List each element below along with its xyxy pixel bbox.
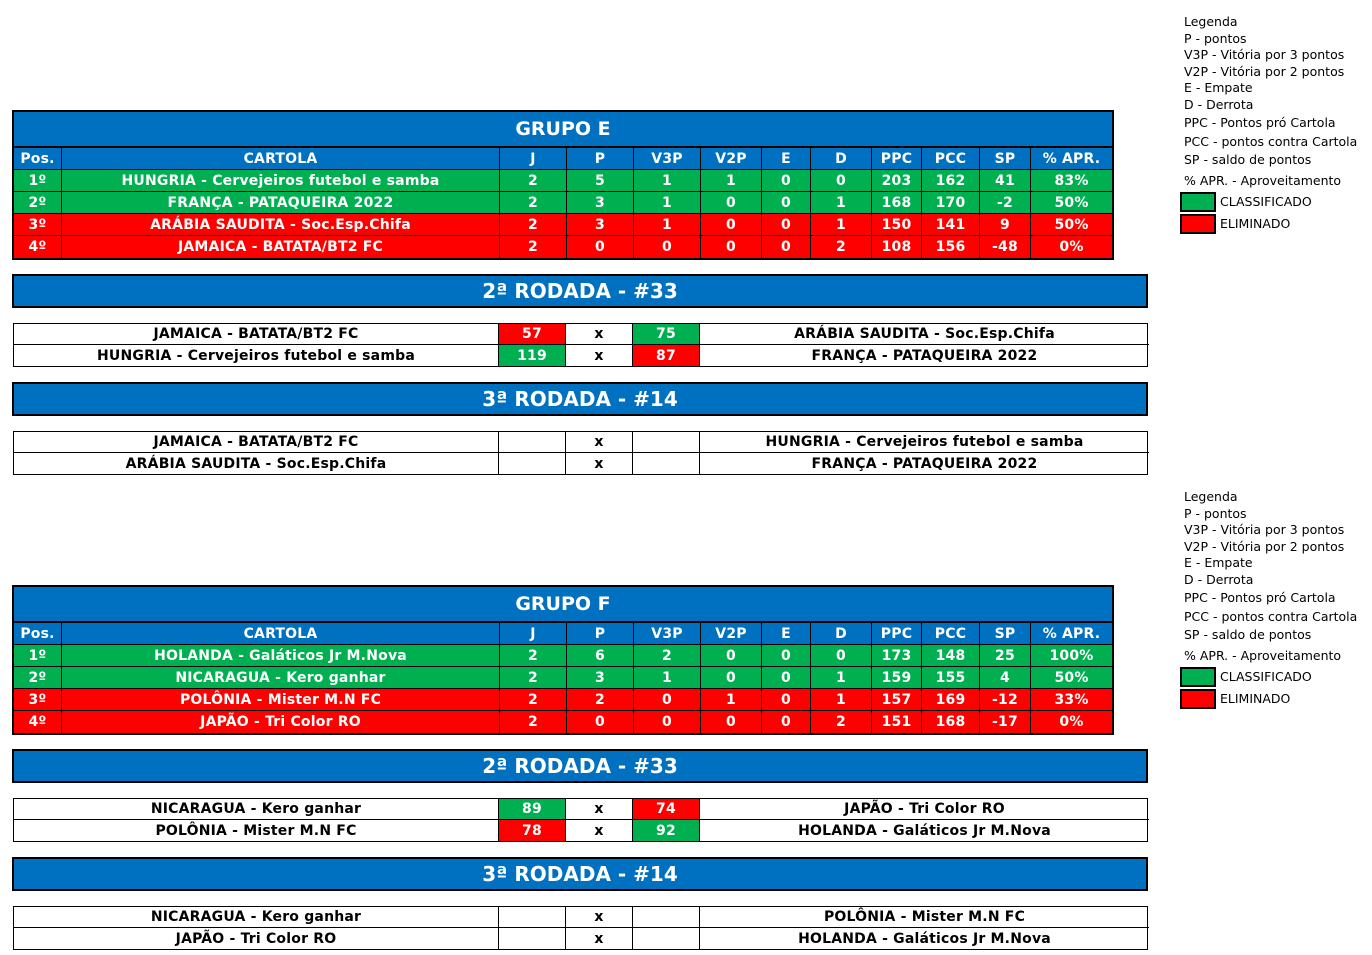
standings-cell: 0 [701, 214, 762, 236]
standings-cell: 0 [701, 192, 762, 214]
round-title: 2ª RODADA - #33 [12, 749, 1148, 783]
team-name: POLÔNIA - Mister M.N FC [62, 689, 500, 711]
standings-cell: 2 [811, 236, 872, 258]
eliminated-label: ELIMINADO [1220, 215, 1291, 231]
standings-cell: 33% [1031, 689, 1112, 711]
column-header: V2P [701, 623, 762, 645]
standings-cell: 9 [980, 214, 1031, 236]
column-header: J [500, 623, 567, 645]
standings-cell: -2 [980, 192, 1031, 214]
standings-cell: 0 [762, 236, 811, 258]
legend-item: V2P - Vitória por 2 pontos [1184, 63, 1345, 79]
standings-cell: 3 [567, 214, 634, 236]
team-name: JAPÃO - Tri Color RO [62, 711, 500, 733]
standings-cell: 0 [762, 711, 811, 733]
versus-separator: x [566, 453, 633, 474]
away-score [633, 928, 700, 949]
home-score [499, 453, 566, 474]
standings-cell: 169 [922, 689, 980, 711]
standings-cell: 2 [500, 689, 567, 711]
classified-label: CLASSIFICADO [1220, 668, 1312, 684]
column-header: P [567, 148, 634, 170]
standings-cell: 3º [14, 214, 62, 236]
standings-cell: 1 [811, 214, 872, 236]
standings-cell: 151 [872, 711, 922, 733]
standings-cell: 1 [634, 667, 701, 689]
standings-cell: 0 [762, 170, 811, 192]
standings-cell: 0% [1031, 711, 1112, 733]
home-score [499, 907, 566, 928]
standings-cell: 2º [14, 667, 62, 689]
legend [1184, 489, 1357, 710]
standings-cell: 2 [567, 689, 634, 711]
standings-cell: 4º [14, 236, 62, 258]
legend-classified [1180, 191, 1357, 213]
standings-cell: 4 [980, 667, 1031, 689]
standings-cell: 0 [762, 667, 811, 689]
standings-cell: 155 [922, 667, 980, 689]
standings-cell: 2 [500, 711, 567, 733]
standings-cell: 168 [872, 192, 922, 214]
standings-cell: 1 [701, 170, 762, 192]
column-header: % APR. [1031, 623, 1112, 645]
standings-cell: 0 [634, 689, 701, 711]
standings-cell: 108 [872, 236, 922, 258]
standings-cell: 3 [567, 667, 634, 689]
legend-item: SP - saldo de pontos [1184, 627, 1312, 642]
home-team: ARÁBIA SAUDITA - Soc.Esp.Chifa [14, 453, 499, 474]
legend-item: E - Empate [1184, 555, 1253, 570]
matches-table [13, 323, 1148, 367]
standings-cell: 0 [701, 645, 762, 667]
standings-cell: 2 [811, 711, 872, 733]
away-score: 87 [633, 345, 700, 366]
home-score: 89 [499, 799, 566, 820]
away-team: FRANÇA - PATAQUEIRA 2022 [811, 347, 1038, 364]
column-header: CARTOLA [62, 623, 500, 645]
legend-item: % APR. - Aproveitamento [1184, 647, 1342, 663]
standings-cell: 1 [701, 689, 762, 711]
standings-cell: 0 [701, 711, 762, 733]
standings-cell: 50% [1031, 192, 1112, 214]
standings-cell: 100% [1031, 645, 1112, 667]
column-header: % APR. [1031, 148, 1112, 170]
eliminated-label: ELIMINADO [1220, 690, 1291, 706]
home-score: 57 [499, 324, 566, 345]
column-header: PPC [872, 148, 922, 170]
away-team: HOLANDA - Galáticos Jr M.Nova [798, 822, 1051, 839]
standings-cell: 159 [872, 667, 922, 689]
matches-table [13, 906, 1148, 950]
team-name: HUNGRIA - Cervejeiros futebol e samba [62, 170, 500, 192]
standings-cell: 50% [1031, 667, 1112, 689]
column-header: Pos. [14, 623, 62, 645]
away-team: HUNGRIA - Cervejeiros futebol e samba [700, 432, 1149, 453]
home-team: JAMAICA - BATATA/BT2 FC [14, 324, 499, 345]
standings-cell: 148 [922, 645, 980, 667]
home-score [499, 928, 566, 949]
versus-separator: x [566, 324, 633, 345]
column-header: Pos. [14, 148, 62, 170]
standings-cell: 162 [922, 170, 980, 192]
home-score [499, 432, 566, 453]
standings-cell: 1º [14, 645, 62, 667]
round-title: 3ª RODADA - #14 [12, 857, 1148, 891]
away-score [633, 432, 700, 453]
legend-item: D - Derrota [1184, 571, 1254, 587]
legend-title: Legenda [1184, 14, 1238, 29]
standings-cell: 25 [980, 645, 1031, 667]
standings-cell: 168 [922, 711, 980, 733]
away-team: HOLANDA - Galáticos Jr M.Nova [798, 930, 1051, 947]
eliminated-swatch [1180, 214, 1216, 234]
standings-cell: -12 [980, 689, 1031, 711]
away-score [633, 453, 700, 474]
standings-cell: 1 [811, 192, 872, 214]
standings-cell: 4º [14, 711, 62, 733]
standings-cell: 3 [567, 192, 634, 214]
away-score: 92 [633, 820, 700, 841]
standings-cell: 157 [872, 689, 922, 711]
legend-item: SP - saldo de pontos [1184, 152, 1312, 167]
legend-item: E - Empate [1184, 80, 1253, 95]
versus-separator: x [566, 928, 633, 949]
team-name: JAMAICA - BATATA/BT2 FC [62, 236, 500, 258]
legend-eliminated [1180, 213, 1357, 235]
standings-cell: 0% [1031, 236, 1112, 258]
column-header: P [567, 623, 634, 645]
standings-cell: -48 [980, 236, 1031, 258]
column-header: D [811, 148, 872, 170]
away-team: JAPÃO - Tri Color RO [700, 799, 1149, 820]
standings-cell: 3º [14, 689, 62, 711]
standings-cell: 1 [634, 214, 701, 236]
eliminated-swatch [1180, 689, 1216, 709]
standings-cell: 83% [1031, 170, 1112, 192]
standings-cell: 6 [567, 645, 634, 667]
standings-cell: 2 [500, 236, 567, 258]
standings-cell: 2 [500, 170, 567, 192]
standings-cell: 0 [567, 236, 634, 258]
team-name: HOLANDA - Galáticos Jr M.Nova [62, 645, 500, 667]
standings-cell: 1º [14, 170, 62, 192]
legend-item: V3P - Vitória por 3 pontos [1184, 47, 1345, 62]
standings-cell: 5 [567, 170, 634, 192]
legend-item: PCC - pontos contra Cartola [1184, 133, 1358, 149]
home-team: JAMAICA - BATATA/BT2 FC [14, 432, 499, 453]
column-header: PCC [922, 148, 980, 170]
matches-table [13, 431, 1148, 475]
classified-swatch [1180, 192, 1216, 212]
standings-table-grupo-e [12, 110, 1114, 260]
standings-cell: 203 [872, 170, 922, 192]
away-team: FRANÇA - PATAQUEIRA 2022 [811, 455, 1038, 472]
legend-item: PCC - pontos contra Cartola [1184, 608, 1358, 624]
standings-cell: 1 [634, 192, 701, 214]
home-team: NICARAGUA - Kero ganhar [14, 799, 499, 820]
classified-swatch [1180, 667, 1216, 687]
standings-cell: 170 [922, 192, 980, 214]
legend-item: % APR. - Aproveitamento [1184, 172, 1342, 188]
matches-table [13, 798, 1148, 842]
home-team: NICARAGUA - Kero ganhar [14, 907, 499, 928]
standings-cell: 173 [872, 645, 922, 667]
standings-cell: 141 [922, 214, 980, 236]
standings-cell: 1 [634, 170, 701, 192]
standings-cell: 0 [811, 645, 872, 667]
standings-cell: 0 [811, 170, 872, 192]
legend-item: P - pontos [1184, 30, 1247, 46]
column-header: PPC [872, 623, 922, 645]
away-team: POLÔNIA - Mister M.N FC [700, 907, 1149, 928]
column-header: V3P [634, 623, 701, 645]
home-team: JAPÃO - Tri Color RO [14, 928, 499, 949]
standings-cell: 50% [1031, 214, 1112, 236]
column-header: V2P [701, 148, 762, 170]
column-header: SP [980, 623, 1031, 645]
versus-separator: x [566, 907, 633, 928]
group-title: GRUPO E [14, 112, 1112, 148]
column-header: D [811, 623, 872, 645]
standings-cell: 150 [872, 214, 922, 236]
home-score: 78 [499, 820, 566, 841]
team-name: ARÁBIA SAUDITA - Soc.Esp.Chifa [62, 214, 500, 236]
standings-table-grupo-f [12, 585, 1114, 735]
standings-cell: 41 [980, 170, 1031, 192]
standings-cell: 2º [14, 192, 62, 214]
standings-cell: 2 [500, 214, 567, 236]
column-header: SP [980, 148, 1031, 170]
standings-cell: 2 [500, 645, 567, 667]
standings-cell: 2 [500, 192, 567, 214]
legend-classified [1180, 666, 1357, 688]
versus-separator: x [566, 820, 633, 841]
column-header: CARTOLA [62, 148, 500, 170]
away-team: ARÁBIA SAUDITA - Soc.Esp.Chifa [700, 324, 1149, 345]
standings-cell: 0 [701, 667, 762, 689]
standings-cell: 0 [634, 236, 701, 258]
legend [1184, 14, 1357, 235]
column-header: J [500, 148, 567, 170]
column-header: PCC [922, 623, 980, 645]
round-title: 3ª RODADA - #14 [12, 382, 1148, 416]
column-header: V3P [634, 148, 701, 170]
legend-item: D - Derrota [1184, 96, 1254, 112]
legend-eliminated [1180, 688, 1357, 710]
home-score: 119 [499, 345, 566, 366]
group-title: GRUPO F [14, 587, 1112, 623]
home-team: POLÔNIA - Mister M.N FC [14, 820, 499, 841]
standings-cell: 0 [762, 645, 811, 667]
legend-item: V2P - Vitória por 2 pontos [1184, 538, 1345, 554]
standings-cell: 0 [567, 711, 634, 733]
standings-cell: 0 [762, 214, 811, 236]
standings-cell: 1 [811, 667, 872, 689]
column-header: E [762, 623, 811, 645]
away-score: 74 [633, 799, 700, 820]
classified-label: CLASSIFICADO [1220, 193, 1312, 209]
standings-cell: 0 [701, 236, 762, 258]
legend-title: Legenda [1184, 489, 1238, 504]
versus-separator: x [566, 432, 633, 453]
column-header: E [762, 148, 811, 170]
standings-cell: 2 [634, 645, 701, 667]
legend-item: P - pontos [1184, 505, 1247, 521]
standings-cell: 0 [762, 689, 811, 711]
home-team: HUNGRIA - Cervejeiros futebol e samba [14, 345, 499, 366]
away-score [633, 907, 700, 928]
standings-cell: 2 [500, 667, 567, 689]
versus-separator: x [566, 345, 633, 366]
standings-cell: -17 [980, 711, 1031, 733]
legend-item: PPC - Pontos pró Cartola [1184, 590, 1336, 605]
standings-cell: 0 [762, 192, 811, 214]
standings-cell: 0 [634, 711, 701, 733]
round-title: 2ª RODADA - #33 [12, 274, 1148, 308]
legend-item: V3P - Vitória por 3 pontos [1184, 522, 1345, 537]
team-name: FRANÇA - PATAQUEIRA 2022 [62, 192, 500, 214]
team-name: NICARAGUA - Kero ganhar [62, 667, 500, 689]
standings-cell: 156 [922, 236, 980, 258]
versus-separator: x [566, 799, 633, 820]
away-score: 75 [633, 324, 700, 345]
legend-item: PPC - Pontos pró Cartola [1184, 115, 1336, 130]
standings-cell: 1 [811, 689, 872, 711]
